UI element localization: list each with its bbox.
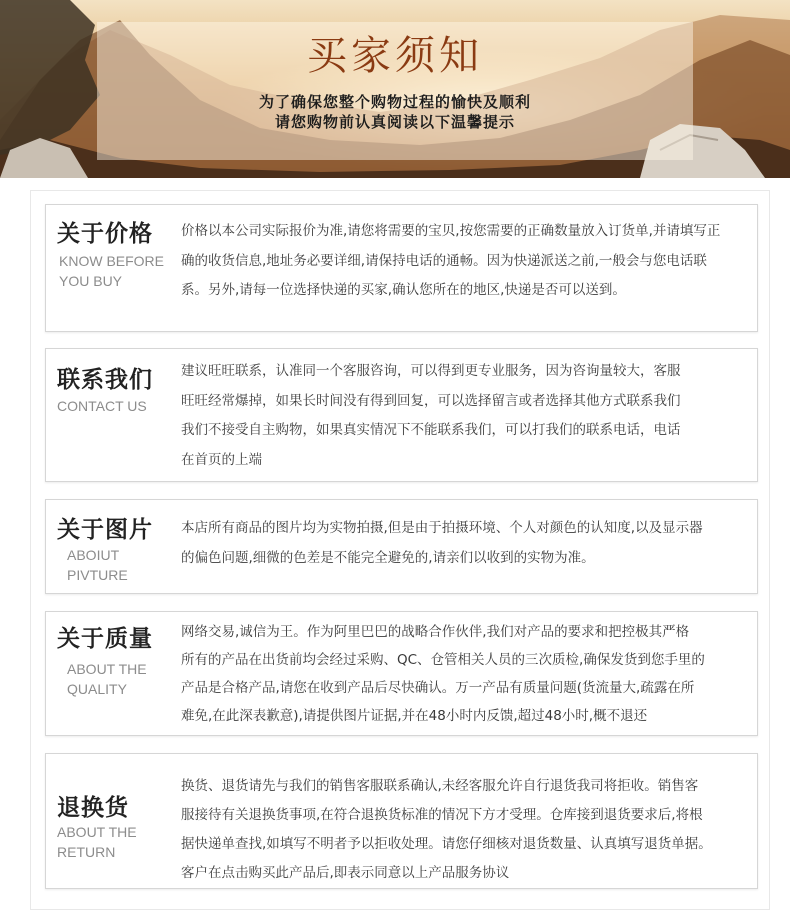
section-title: 关于价格 bbox=[57, 221, 153, 247]
section-subtitle-line-2: QUALITY bbox=[67, 681, 127, 697]
section-body bbox=[181, 772, 751, 888]
body-line: 产品是合格产品,请您在收到产品后尽快确认。万一产品有质量问题(货流量大,疏露在所 bbox=[181, 680, 695, 696]
body-line: 本店所有商品的图片均为实物拍摄,但是由于拍摄环境、个人对颜色的认知度,以及显示器 bbox=[181, 520, 703, 536]
body-line: 建议旺旺联系，认准同一个客服咨询，可以得到更专业服务，因为咨询量较大，客服 bbox=[181, 363, 681, 379]
section-quality bbox=[45, 611, 758, 736]
section-subtitle-line-1: ABOUT THE bbox=[67, 661, 147, 677]
section-subtitle-line-2: PIVTURE bbox=[67, 567, 128, 583]
banner-title: 买家须知 bbox=[307, 33, 483, 79]
section-title: 关于图片 bbox=[57, 517, 153, 543]
body-line: 难免,在此深表歉意),请提供图片证据,并在48小时内反馈,超过48小时,概不退还 bbox=[181, 708, 648, 724]
body-line: 在首页的上端 bbox=[181, 451, 262, 468]
section-subtitle-line-1: CONTACT US bbox=[57, 398, 147, 414]
section-subtitle-line-1: ABOIUT bbox=[67, 547, 120, 563]
section-body bbox=[181, 514, 751, 573]
section-subtitle-line-2: YOU BUY bbox=[59, 273, 123, 289]
section-title: 联系我们 bbox=[57, 367, 153, 393]
body-line: 系。另外,请每一位选择快递的买家,确认您所在的地区,快递是否可以送到。 bbox=[181, 282, 626, 298]
body-line: 据快递单查找,如填写不明者予以拒收处理。请您仔细核对退货数量、认真填写退货单据。 bbox=[181, 836, 712, 852]
body-line: 服接待有关退换货事项,在符合退换货标准的情况下方才受理。仓库接到退货要求后,将根 bbox=[181, 807, 703, 823]
section-title: 退换货 bbox=[57, 795, 129, 821]
section-subtitle-line-2: RETURN bbox=[57, 844, 116, 860]
section-body bbox=[181, 618, 751, 730]
section-returns bbox=[45, 753, 758, 889]
header-banner bbox=[0, 0, 790, 178]
banner-subtitle-line-2: 请您购物前认真阅读以下温馨提示 bbox=[274, 113, 515, 131]
section-body bbox=[181, 357, 751, 475]
body-line: 确的收货信息,地址务必要详细,请保持电话的通畅。因为快递派送之前,一般会与您电话联 bbox=[181, 252, 707, 269]
body-line: 价格以本公司实际报价为准,请您将需要的宝贝,按您需要的正确数量放入订货单,并请填写正 bbox=[181, 223, 721, 239]
banner-subtitle-line-1: 为了确保您整个购物过程的愉快及顺利 bbox=[258, 93, 531, 111]
section-body bbox=[181, 217, 751, 306]
body-line: 换货、退货请先与我们的销售客服联系确认,未经客服允许自行退货我司将拒收。销售客 bbox=[181, 778, 699, 794]
body-line: 我们不接受自主购物，如果真实情况下不能联系我们，可以打我们的联系电话，电话 bbox=[181, 422, 681, 438]
section-pictures bbox=[45, 499, 758, 594]
section-price bbox=[45, 204, 758, 332]
section-contact bbox=[45, 348, 758, 482]
body-line: 网络交易,诚信为王。作为阿里巴巴的战略合作伙伴,我们对产品的要求和把控极其严格 bbox=[181, 624, 690, 640]
body-line: 客户在点击购买此产品后,即表示同意以上产品服务协议 bbox=[181, 865, 510, 881]
body-line: 所有的产品在出货前均会经过采购、QC、仓管相关人员的三次质检,确保发货到您手里的 bbox=[181, 652, 705, 668]
section-title: 关于质量 bbox=[57, 626, 153, 652]
section-subtitle-line-1: ABOUT THE bbox=[57, 824, 137, 840]
body-line: 的偏色问题,细微的色差是不能完全避免的,请亲们以收到的实物为准。 bbox=[181, 549, 595, 566]
body-line: 旺旺经常爆掉，如果长时间没有得到回复，可以选择留言或者选择其他方式联系我们 bbox=[181, 392, 681, 409]
section-subtitle-line-1: KNOW BEFORE bbox=[59, 253, 165, 269]
